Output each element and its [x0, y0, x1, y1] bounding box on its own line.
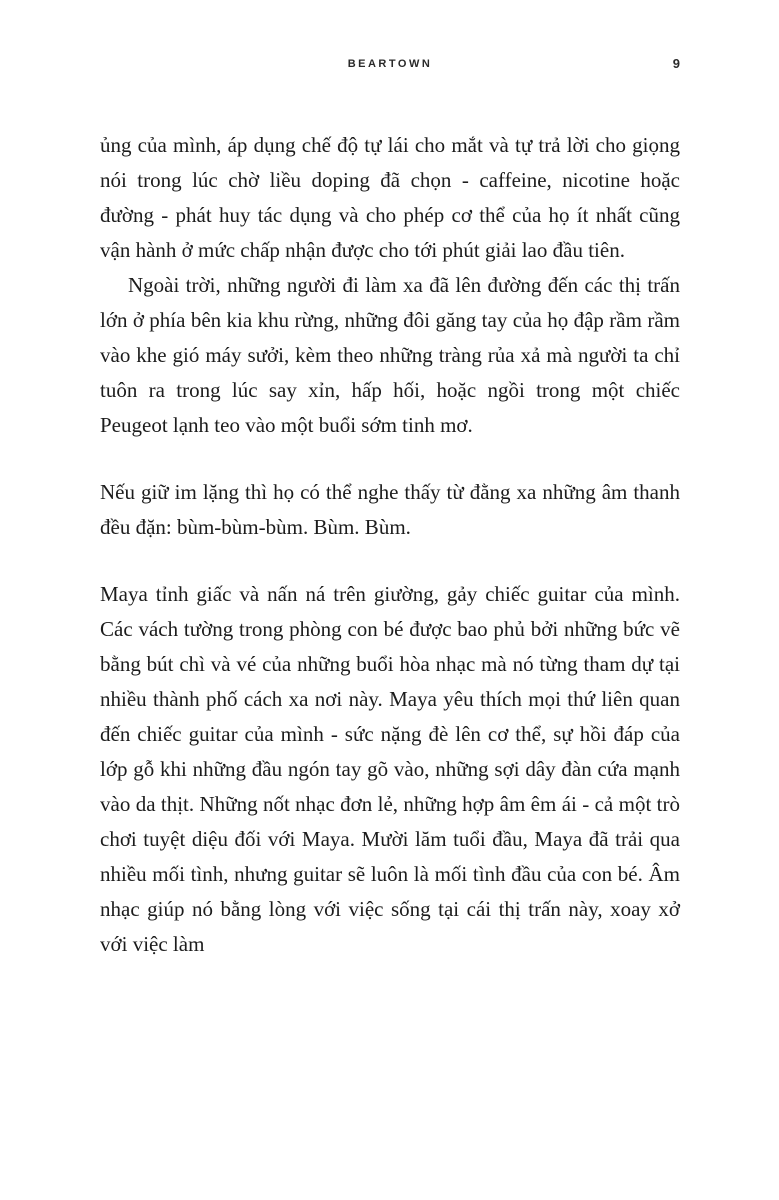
page-body — [100, 128, 680, 962]
paragraph: Ngoài trời, những người đi làm xa đã lên đường đến các thị trấn lớn ở phía bên kia khu rừng, những đôi găng tay của họ đập rầm rầm vào khe gió máy sưởi, kèm theo những tràng rủa xả mà người ta chỉ tuôn ra trong lúc say xỉn, hấp hối, hoặc ngồi trong một chiếc Peugeot lạnh teo vào một buổi sớm tinh mơ. — [100, 273, 680, 437]
paragraph: Nếu giữ im lặng thì họ có thể nghe thấy từ đằng xa những âm thanh đều đặn: bùm-bùm-bùm. Bùm. Bùm. — [100, 480, 680, 539]
paragraph: Maya tỉnh giấc và nấn ná trên giường, gảy chiếc guitar của mình. Các vách tường trong phòng con bé được bao phủ bởi những bức vẽ bằng bút chì và vé của những buổi hòa nhạc mà nó từng tham dự tại nhiều thành phố cách xa nơi này. Maya yêu thích mọi thứ liên quan đến chiếc guitar của mình - sức nặng đè lên cơ thể, sự hồi đáp của lớp gỗ khi những đầu ngón tay gõ vào, những sợi dây đàn cứa mạnh vào da thịt. Những nốt nhạc đơn lẻ, những hợp âm êm ái - cả một trò chơi tuyệt diệu đối với Maya. Mười lăm tuổi đầu, Maya đã trải qua nhiều mối tình, nhưng guitar sẽ luôn là mối tình đầu của con bé. Âm nhạc giúp nó bằng lòng với việc sống tại cái thị trấn này, xoay xở với việc làm — [100, 582, 680, 956]
paragraph-continuation: ủng của mình, áp dụng chế độ tự lái cho mắt và tự trả lời cho giọng nói trong lúc chờ liều doping đã chọn - caffeine, nicotine hoặc đường - phát huy tác dụng và cho phép cơ thể của họ ít nhất cũng vận hành ở mức chấp nhận được cho tới phút giải lao đầu tiên. — [100, 133, 680, 262]
page-header — [100, 58, 680, 76]
running-title: BEARTOWN — [347, 58, 433, 70]
page-number: 9 — [672, 56, 680, 71]
